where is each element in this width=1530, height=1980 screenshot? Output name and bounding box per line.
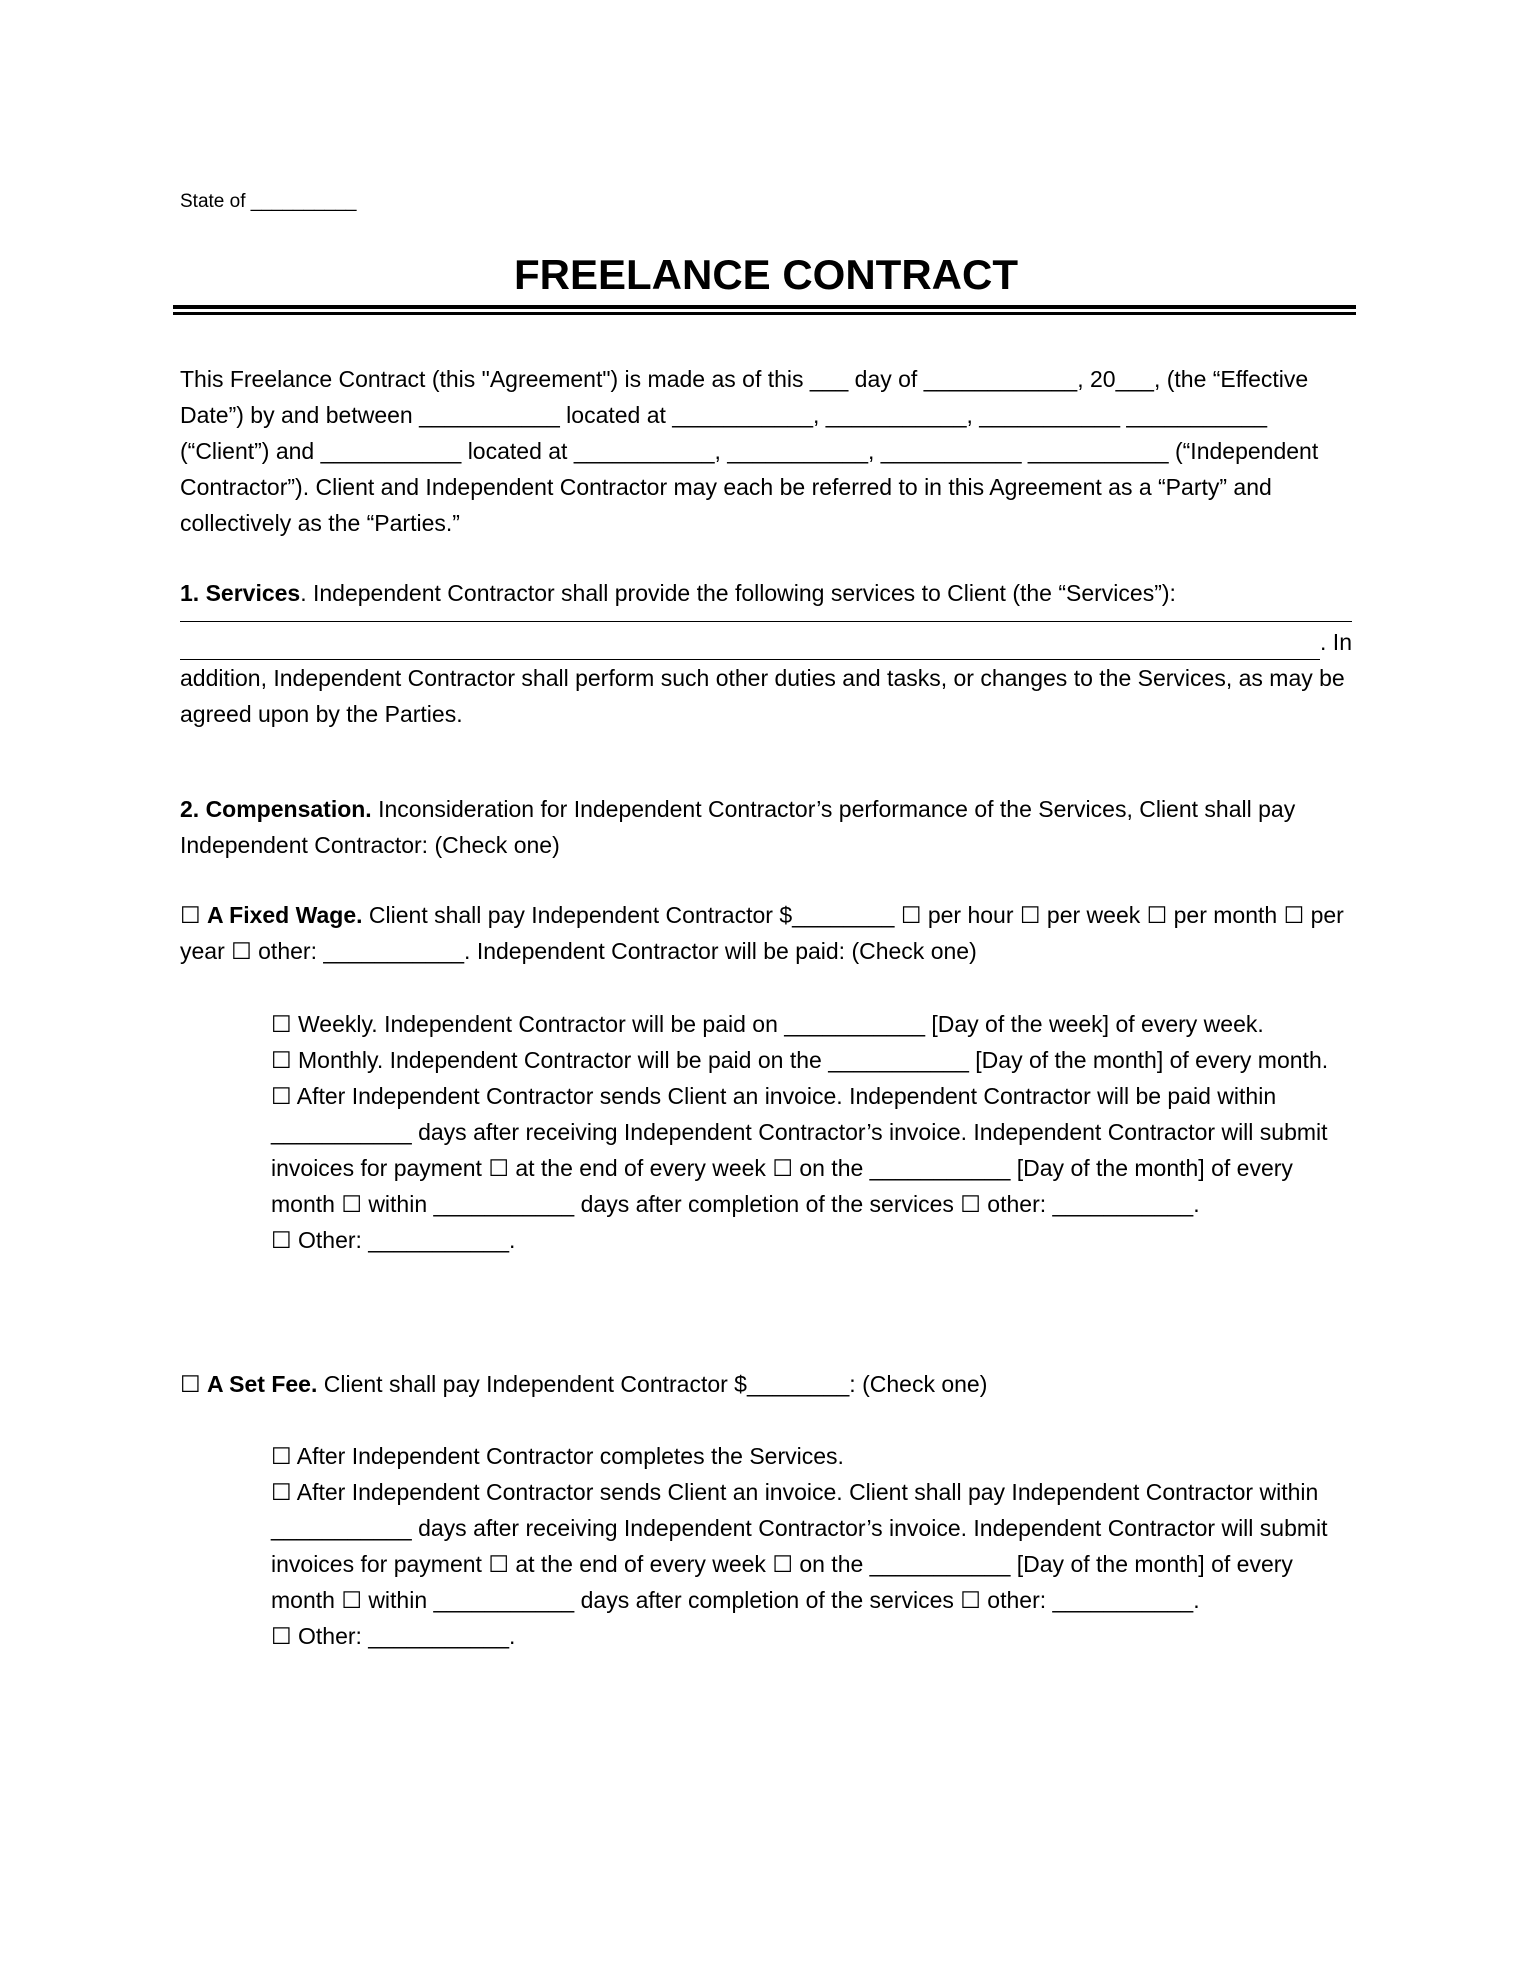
compensation-text: Inconsideration for Independent Contractor’s performance of the Services, Client shall pay Independent Contractor: (Check one) — [180, 796, 1296, 858]
fixed-wage-checkbox[interactable]: ☐ — [180, 902, 201, 928]
compensation-heading: 2. Compensation. — [180, 796, 372, 822]
services-continuation: addition, Independent Contractor shall perform such other duties and tasks, or changes to the Services, as may be agreed upon by the Parties. — [180, 665, 1345, 727]
set-fee-text: Client shall pay Independent Contractor $________: (Check one) — [317, 1371, 988, 1397]
set-fee-completion-option[interactable]: ☐ After Independent Contractor completes the Services. — [271, 1443, 844, 1469]
set-fee-other-option[interactable]: ☐ Other: ___________. — [271, 1623, 516, 1649]
services-line-end: . In — [1320, 629, 1352, 655]
compensation-section — [180, 791, 1352, 863]
state-blank[interactable]: __________ — [250, 191, 357, 212]
services-section — [180, 575, 1352, 732]
set-fee-option — [180, 1366, 1352, 1402]
fixed-wage-option — [180, 897, 1352, 969]
services-blank-line-2[interactable] — [180, 629, 1320, 660]
fixed-wage-schedule — [271, 1006, 1352, 1258]
set-fee-invoice-option[interactable]: ☐ After Independent Contractor sends Client an invoice. Client shall pay Independent Contractor within ___________ days after receiving Independent Contractor’s invoice. Independent Contractor will submit invoices for payment ☐ at the end of every week ☐ on the ___________ [Day of the month] of every month ☐ within ___________ days after completion of the services ☐ other: ___________. — [271, 1479, 1328, 1613]
services-text: . Independent Contractor shall provide the following services to Client (the “Services”): — [300, 580, 1176, 606]
state-of-field — [180, 184, 356, 220]
title-rule-top — [173, 305, 1356, 309]
fixed-wage-heading: A Fixed Wage. — [207, 902, 363, 928]
services-heading: 1. Services — [180, 580, 301, 606]
set-fee-heading: A Set Fee. — [207, 1371, 318, 1397]
fixed-wage-weekly-option[interactable]: ☐ Weekly. Independent Contractor will be paid on ___________ [Day of the week] of every week. — [271, 1011, 1264, 1037]
page-title: FREELANCE CONTRACT — [514, 251, 1018, 298]
intro-paragraph: This Freelance Contract (this "Agreement") is made as of this ___ day of ____________, 20___, (the “Effective Date”) by and between ___________ located at ___________, ___________, ___________ ___________ (“Client”) and ___________ located at ___________, ___________, ___________ ___________ (“Independent Contractor”). Client and Independent Contractor may each be referred to in this Agreement as a “Party” and collectively as the “Parties.” — [180, 366, 1319, 536]
set-fee-checkbox[interactable]: ☐ — [180, 1371, 201, 1397]
fixed-wage-invoice-option[interactable]: ☐ After Independent Contractor sends Client an invoice. Independent Contractor will be paid within ___________ days after receiving Independent Contractor’s invoice. Independent Contractor will submit invoices for payment ☐ at the end of every week ☐ on the ___________ [Day of the month] of every month ☐ within ___________ days after completion of the services ☐ other: ___________. — [271, 1083, 1328, 1217]
set-fee-schedule — [271, 1438, 1352, 1654]
fixed-wage-monthly-option[interactable]: ☐ Monthly. Independent Contractor will be paid on the ___________ [Day of the month] of every month. — [271, 1047, 1329, 1073]
state-label: State of — [180, 191, 246, 212]
fixed-wage-other-option[interactable]: ☐ Other: ___________. — [271, 1227, 516, 1253]
services-blank-line-1[interactable] — [180, 611, 1352, 622]
fixed-wage-text: Client shall pay Independent Contractor $________ ☐ per hour ☐ per week ☐ per month ☐ per year ☐ other: ___________. Independent Contractor will be paid: (Check one) — [180, 902, 1344, 964]
title-rule-bottom — [173, 312, 1356, 315]
